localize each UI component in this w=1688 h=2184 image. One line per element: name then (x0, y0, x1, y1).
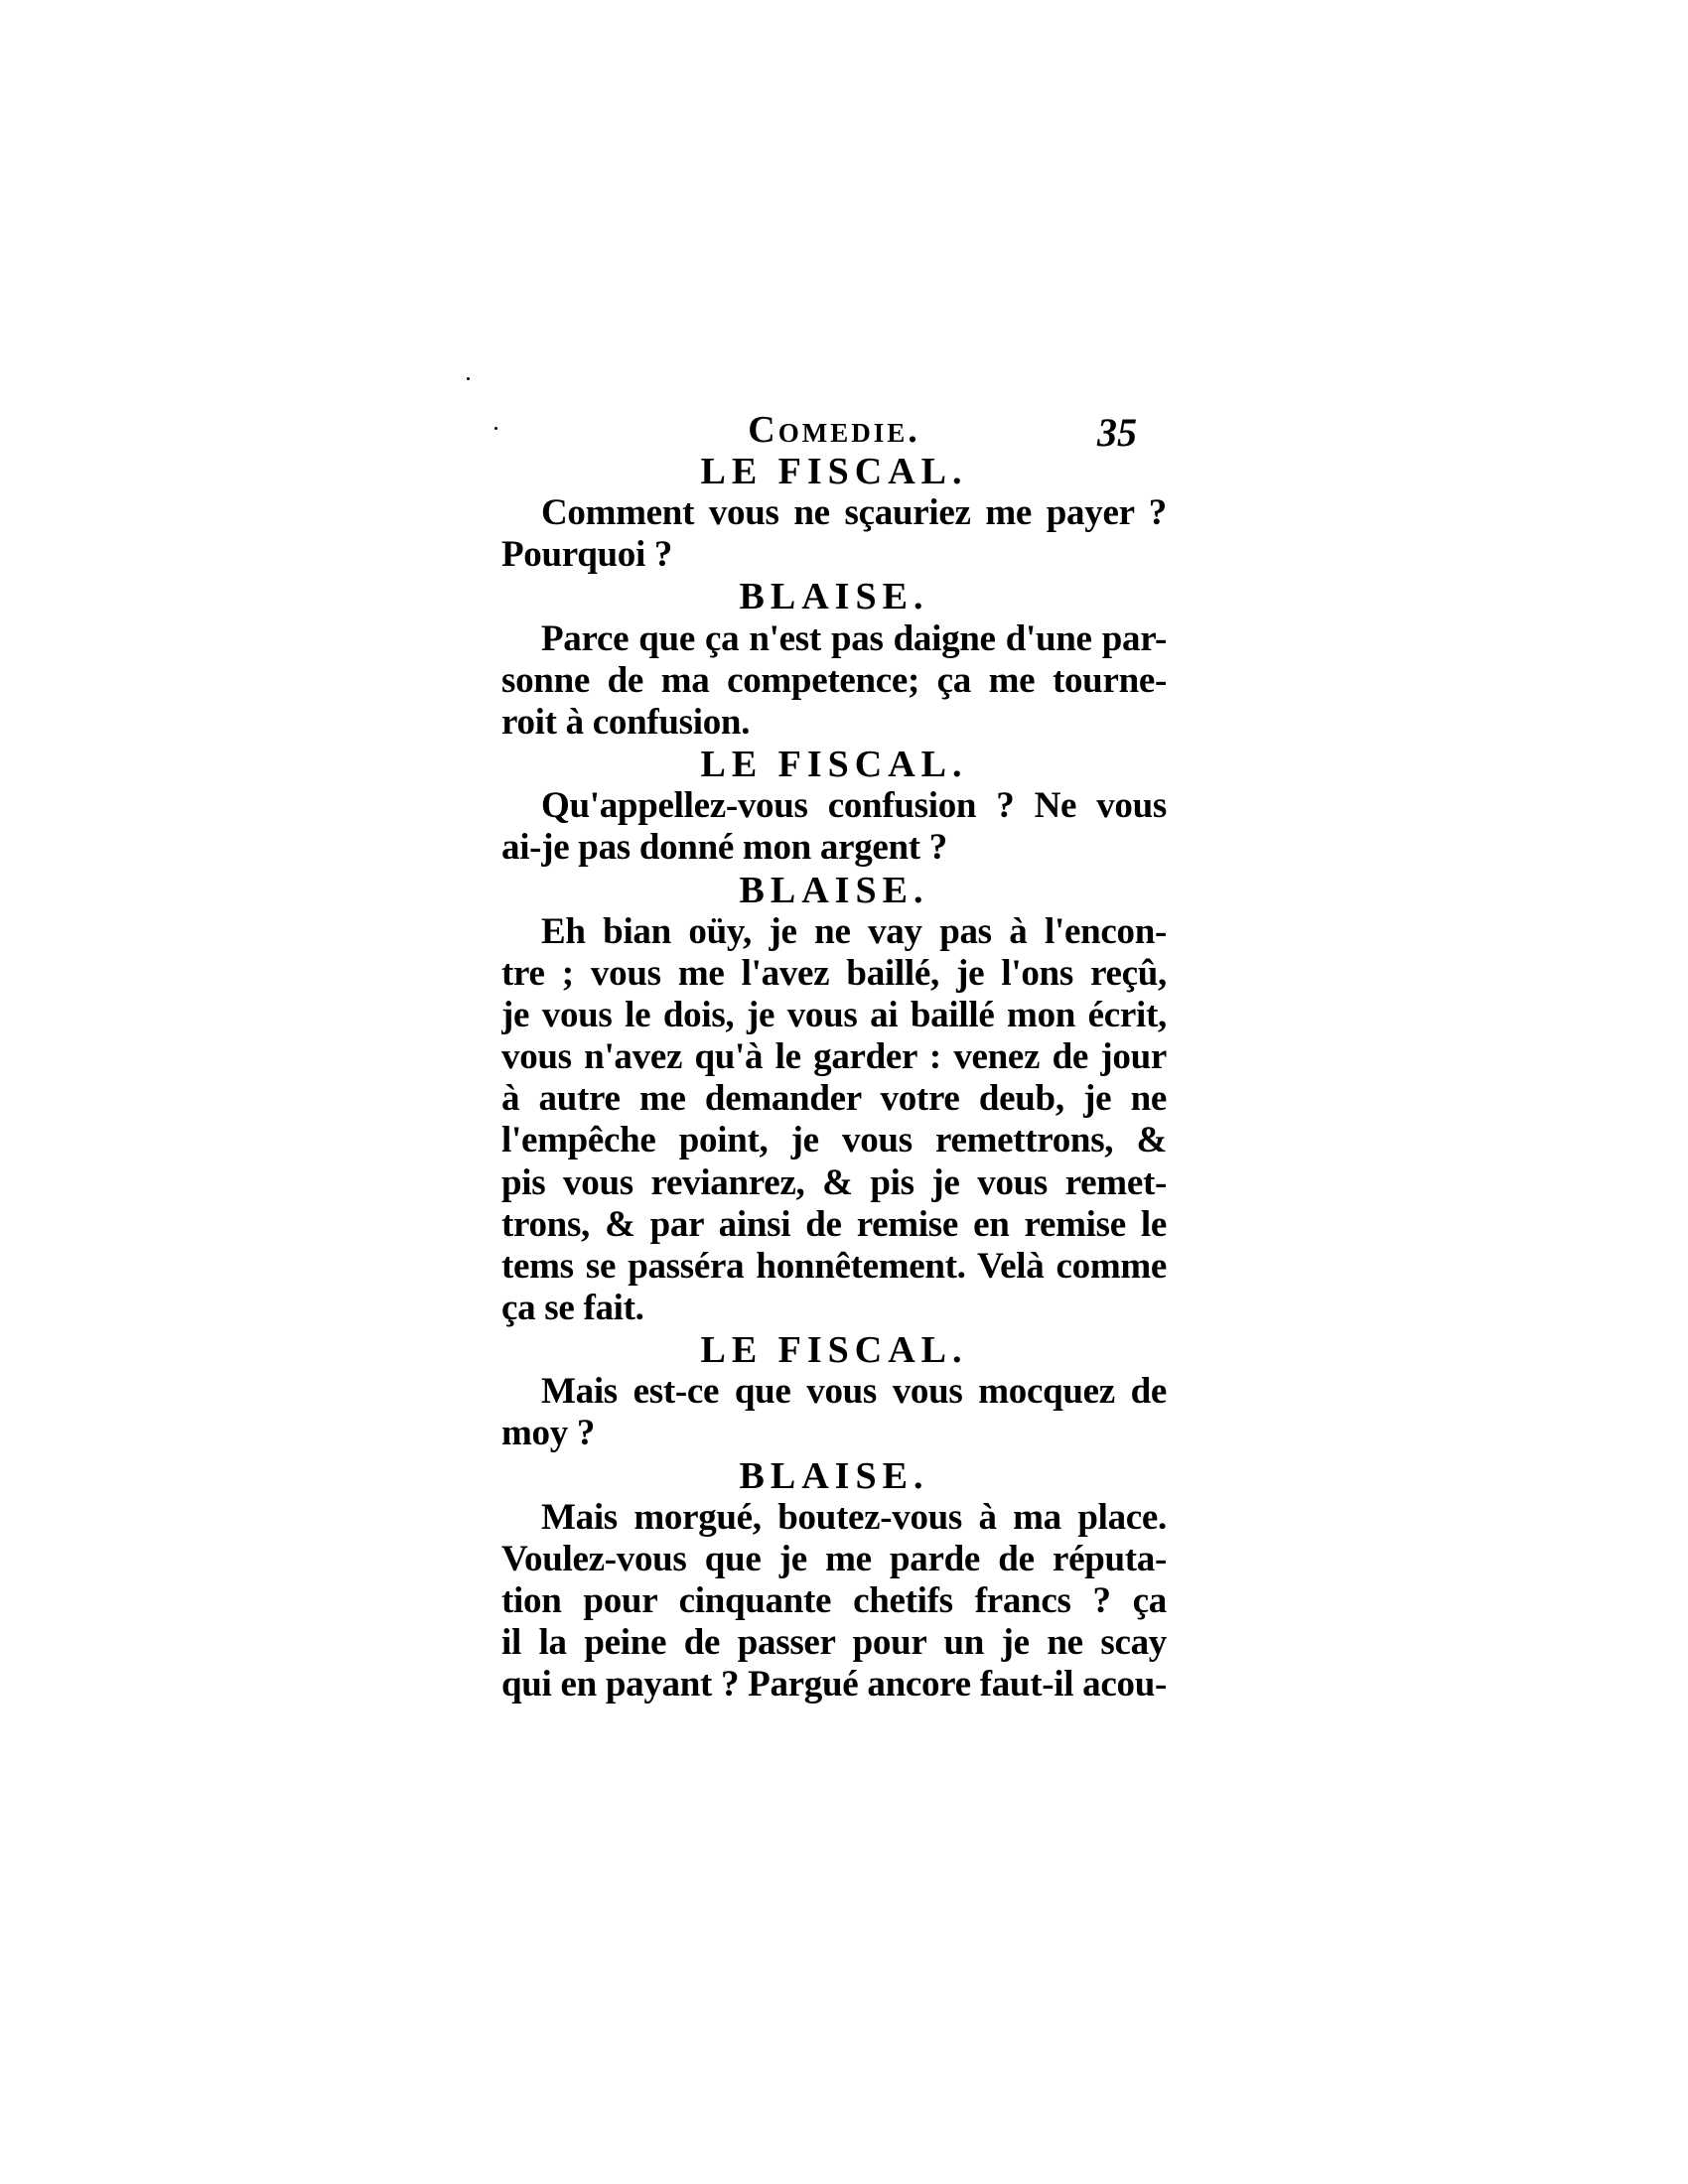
running-head: Comedie. (748, 409, 920, 451)
text-line: tre ; vous me l'avez baillé, je l'ons reçû, (501, 952, 1167, 994)
speaker-name: LE FISCAL. (700, 744, 968, 786)
text-line: Parce que ça n'est pas daigne d'une par- (541, 617, 1167, 659)
text-line: ai-je pas donné mon argent ? (501, 827, 947, 869)
text-line: Mais morgué, boutez-vous à ma place. (541, 1496, 1167, 1538)
text-line: à autre me demander votre deub, je ne (501, 1078, 1167, 1120)
speaker-name: BLAISE. (739, 1454, 929, 1497)
text-line: vous n'avez qu'à le garder : venez de jour (501, 1036, 1167, 1078)
text-line: Comment vous ne sçauriez me payer ? (541, 492, 1167, 534)
text-line: ça se fait. (501, 1288, 644, 1328)
ink-speck (494, 427, 497, 430)
text-line: il la peine de passer pour un je ne scay (501, 1622, 1167, 1664)
text-line: tems se passéra honnêtement. Velà comme (501, 1245, 1167, 1287)
text-line: moy ? (501, 1413, 596, 1454)
text-line: qui en payant ? Pargué ancore faut-il acou- (501, 1664, 1167, 1706)
text-line: Mais est-ce que vous vous mocquez de (541, 1371, 1167, 1413)
text-line: tion pour cinquante chetifs francs ? ça (501, 1580, 1167, 1622)
text-line: trons, & par ainsi de remise en remise le (501, 1203, 1167, 1245)
text-line: pis vous revianrez, & pis je vous remet- (501, 1161, 1167, 1203)
text-line: Voulez-vous que je me parde de réputa- (501, 1538, 1167, 1579)
text-line: Qu'appellez-vous confusion ? Ne vous (541, 785, 1167, 827)
text-line: Pourquoi ? (501, 534, 673, 576)
text-line: sonne de ma competence; ça me tourne- (501, 659, 1167, 701)
ink-speck (467, 377, 470, 380)
text-line: roit à confusion. (501, 701, 751, 743)
speaker-name: LE FISCAL. (700, 451, 968, 492)
text-line: Eh bian oüy, je ne vay pas à l'encon- (541, 910, 1167, 952)
speaker-name: BLAISE. (739, 576, 929, 618)
text-line: je vous le dois, je vous ai baillé mon écrit, (501, 994, 1167, 1035)
speaker-name: BLAISE. (739, 869, 929, 911)
page-number: 35 (1097, 410, 1137, 455)
speaker-name: LE FISCAL. (700, 1329, 968, 1372)
text-line: l'empêche point, je vous remettrons, & (501, 1120, 1167, 1161)
